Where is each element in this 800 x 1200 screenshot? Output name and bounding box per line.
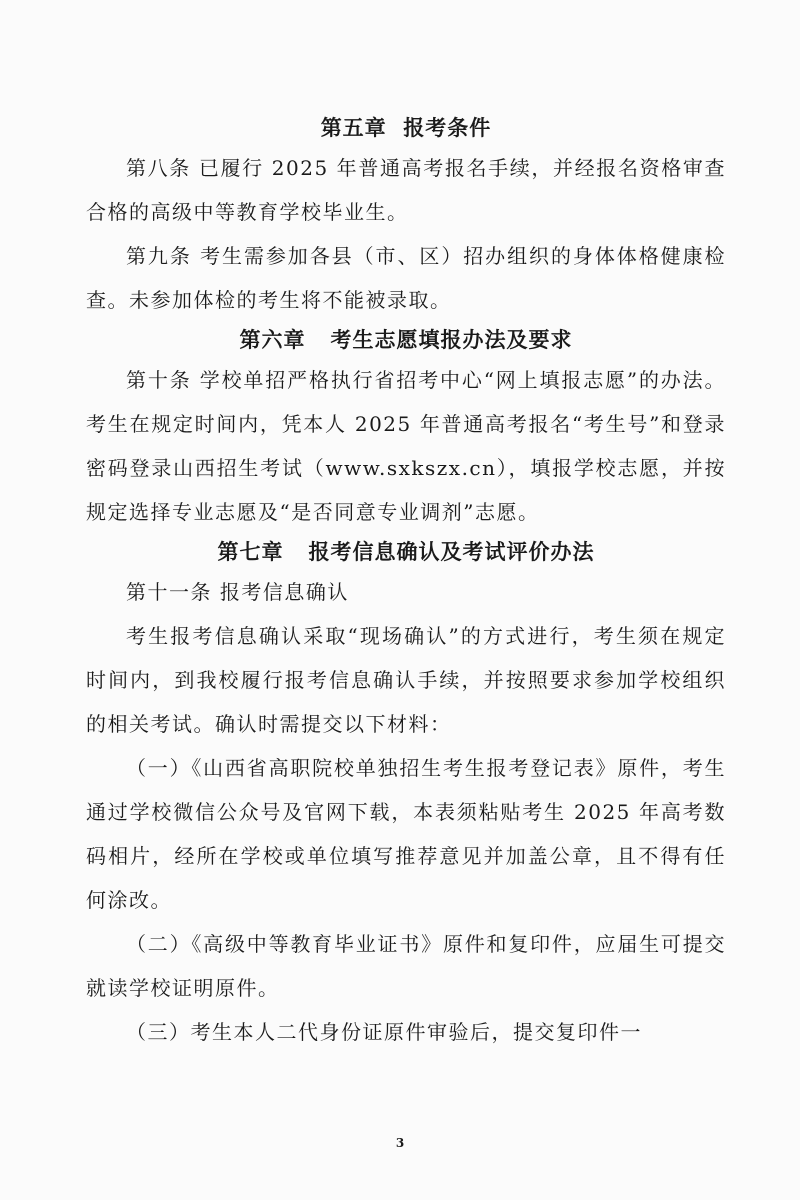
article-11-intro: 考生报考信息确认采取“现场确认”的方式进行，考生须在规定时间内，到我校履行报考信息确认手续，并按照要求参加学校组织的相关考试。确认时需提交以下材料： <box>86 624 726 736</box>
article-8: 第八条 已履行 2025 年普通高考报名手续，并经报名资格审查合格的高级中等教育学校毕业生。 <box>86 156 726 224</box>
article-10: 第十条 学校单招严格执行省招考中心“网上填报志愿”的办法。考生在规定时间内，凭本人 2025 年普通高考报名“考生号”和登录密码登录山西招生考试（www.sxkszx.cn），填报学校志愿，并按规定选择专业志愿及“是否同意专业调剂”志愿。 <box>86 368 726 524</box>
article-11-title: 第十一条 报考信息确认 <box>126 580 349 604</box>
material-item-3: （三）考生本人二代身份证原件审验后，提交复印件一 <box>126 1020 642 1044</box>
chapter-7-title: 第七章 报考信息确认及考试评价办法 <box>217 540 595 564</box>
material-item-2: （二）《高级中等教育毕业证书》原件和复印件，应届生可提交就读学校证明原件。 <box>86 932 726 1000</box>
chapter-5-title: 第五章 报考条件 <box>320 116 492 140</box>
document-body <box>86 110 726 1054</box>
chapter-6-title: 第六章 考生志愿填报办法及要求 <box>239 328 573 352</box>
article-9: 第九条 考生需参加各县（市、区）招办组织的身体体格健康检查。未参加体检的考生将不能被录取。 <box>86 244 726 312</box>
material-item-1: （一）《山西省高职院校单独招生考生报考登记表》原件，考生通过学校微信公众号及官网下载，本表须粘贴考生 2025 年高考数码相片，经所在学校或单位填写推荐意见并加盖公章，且不得有任何涂改。 <box>86 756 726 912</box>
page-number: 3 <box>395 1136 405 1150</box>
